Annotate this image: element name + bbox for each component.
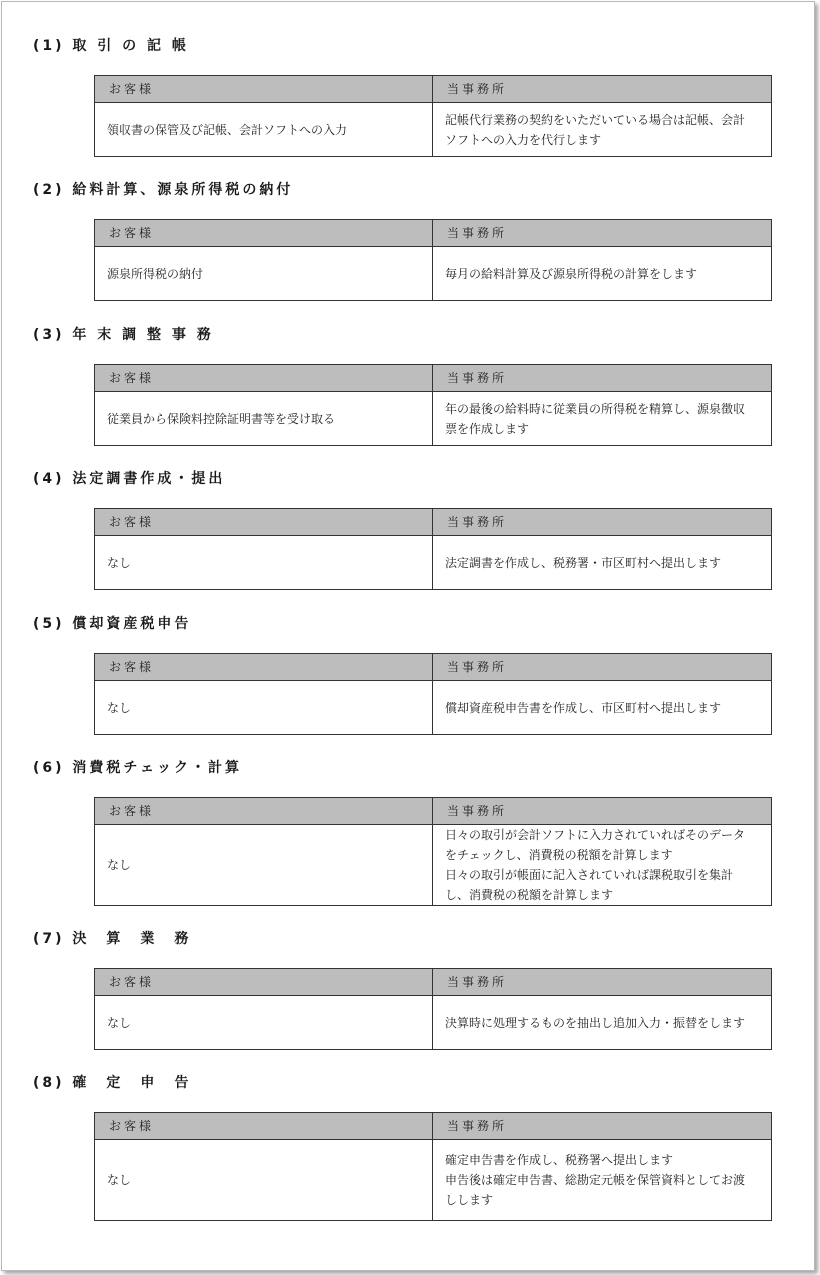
table-header (95, 365, 771, 392)
customer-cell: なし (95, 825, 433, 905)
section-heading: (7) 決 算 業 務 (33, 931, 192, 947)
header-customer: お客様 (95, 1113, 433, 1139)
header-customer: お客様 (95, 220, 433, 246)
responsibility-table (94, 219, 772, 301)
office-cell: 日々の取引が会計ソフトに入力されていればそのデータ をチェックし、消費税の税額を計算します 日々の取引が帳面に記入されていれば課税取引を集計 し、消費税の税額を計算します (445, 828, 746, 902)
header-customer: お客様 (95, 365, 433, 391)
table-header (95, 220, 771, 247)
office-cell: 償却資産税申告書を作成し、市区町村へ提出します (445, 700, 722, 715)
header-office: 当事務所 (447, 1119, 508, 1133)
office-cell: 決算時に処理するものを抽出し追加入力・振替をします (445, 1015, 746, 1030)
header-office: 当事務所 (447, 371, 508, 385)
table-header (95, 1113, 771, 1140)
table-row (95, 825, 771, 905)
office-cell: 確定申告書を作成し、税務署へ提出します 申告後は確定申告書、総勘定元帳を保管資料としてお渡 しします (445, 1153, 746, 1207)
responsibility-table (94, 364, 772, 446)
customer-cell: 従業員から保険料控除証明書等を受け取る (95, 392, 433, 445)
header-customer: お客様 (95, 654, 433, 680)
header-office: 当事務所 (447, 226, 508, 240)
section-heading: (8) 確 定 申 告 (33, 1075, 192, 1091)
section-heading: (2) 給料計算、源泉所得税の納付 (33, 182, 294, 198)
table-row (95, 536, 771, 589)
responsibility-table (94, 797, 772, 906)
header-customer: お客様 (95, 969, 433, 995)
customer-cell: なし (95, 681, 433, 734)
customer-cell: なし (95, 536, 433, 589)
table-row (95, 996, 771, 1049)
responsibility-table (94, 1112, 772, 1221)
section-heading: (1) 取 引 の 記 帳 (33, 38, 189, 54)
office-cell: 年の最後の給料時に従業員の所得税を精算し、源泉徴収 票を作成します (445, 401, 746, 436)
table-row (95, 247, 771, 300)
header-office: 当事務所 (447, 515, 508, 529)
office-cell: 記帳代行業務の契約をいただいている場合は記帳、会計 ソフトへの入力を代行します (445, 112, 746, 147)
responsibility-table (94, 508, 772, 590)
responsibility-table (94, 653, 772, 735)
table-header (95, 509, 771, 536)
table-row (95, 681, 771, 734)
responsibility-table (94, 75, 772, 157)
table-row (95, 103, 771, 156)
customer-cell: 領収書の保管及び記帳、会計ソフトへの入力 (95, 103, 433, 156)
header-office: 当事務所 (447, 804, 508, 818)
section-heading: (3) 年 末 調 整 事 務 (33, 327, 214, 343)
section-heading: (5) 償却資産税申告 (33, 616, 192, 632)
table-row (95, 1140, 771, 1220)
responsibility-table (94, 968, 772, 1050)
header-office: 当事務所 (447, 82, 508, 96)
header-customer: お客様 (95, 798, 433, 824)
table-row (95, 392, 771, 445)
header-customer: お客様 (95, 76, 433, 102)
table-header (95, 76, 771, 103)
section-heading: (6) 消費税チェック・計算 (33, 760, 242, 776)
office-cell: 法定調書を作成し、税務署・市区町村へ提出します (445, 555, 722, 570)
header-office: 当事務所 (447, 975, 508, 989)
header-customer: お客様 (95, 509, 433, 535)
office-cell: 毎月の給料計算及び源泉所得税の計算をします (445, 266, 698, 281)
customer-cell: なし (95, 1140, 433, 1220)
table-header (95, 654, 771, 681)
header-office: 当事務所 (447, 660, 508, 674)
customer-cell: なし (95, 996, 433, 1049)
section-heading: (4) 法定調書作成・提出 (33, 471, 226, 487)
table-header (95, 969, 771, 996)
customer-cell: 源泉所得税の納付 (95, 247, 433, 300)
table-header (95, 798, 771, 825)
